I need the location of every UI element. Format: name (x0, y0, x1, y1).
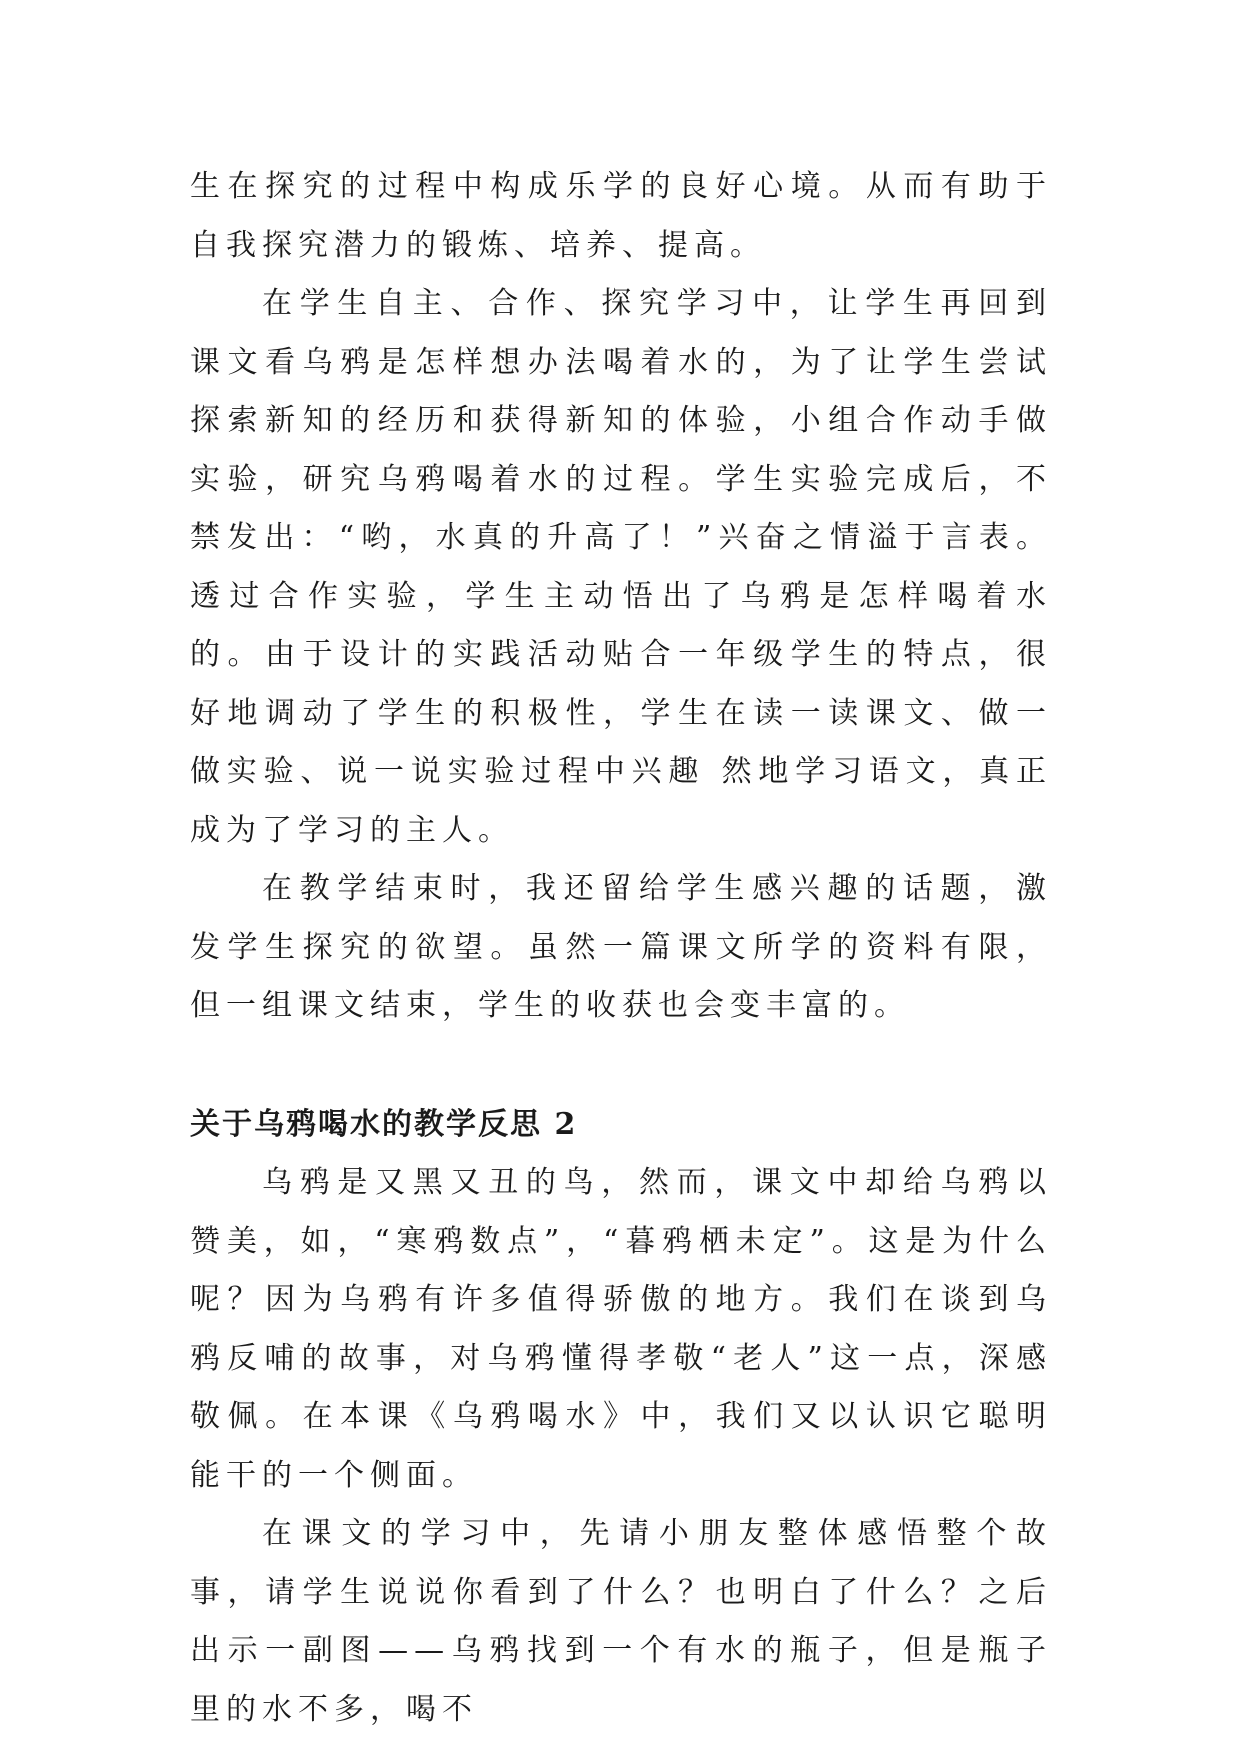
section-heading: 关于乌鸦喝水的教学反思 2 (190, 1106, 578, 1142)
document-body (190, 158, 1052, 1739)
paragraph: 在教学结束时，我还留给学生感兴趣的话题，激发学生探究的欲望。虽然一篇课文所学的资料有限，但一组课文结束，学生的收获也会变丰富的。 (190, 871, 1052, 1023)
paragraph-continuation: 生在探究的过程中构成乐学的良好心境。从而有助于自我探究潜力的锻炼、培养、提高。 (190, 169, 1052, 263)
paragraph: 在学生自主、合作、探究学习中，让学生再回到课文看乌鸦是怎样想办法喝着水的，为了让学生尝试探索新知的经历和获得新知的体验，小组合作动手做实验，研究乌鸦喝着水的过程。学生实验完成后，不禁发出：“哟，水真的升高了！”兴奋之情溢于言表。透过合作实验，学生主动悟出了乌鸦是怎样喝着水的。由于设计的实践活动贴合一年级学生的特点，很好地调动了学生的积极性，学生在读一读课文、做一做实验、说一说实验过程中兴趣 然地学习语文，真正成为了学习的主人。 (190, 286, 1052, 848)
paragraph: 在课文的学习中，先请小朋友整体感悟整个故事，请学生说说你看到了什么？也明白了什么？之后出示一副图——乌鸦找到一个有水的瓶子，但是瓶子里的水不多，喝不 (190, 1516, 1052, 1727)
paragraph: 乌鸦是又黑又丑的鸟，然而，课文中却给乌鸦以赞美，如，“寒鸦数点”，“暮鸦栖未定”。这是为什么呢？因为乌鸦有许多值得骄傲的地方。我们在谈到乌鸦反哺的故事，对乌鸦懂得孝敬“老人”这一点，深感敬佩。在本课《乌鸦喝水》中，我们又以认识它聪明能干的一个侧面。 (190, 1165, 1052, 1493)
